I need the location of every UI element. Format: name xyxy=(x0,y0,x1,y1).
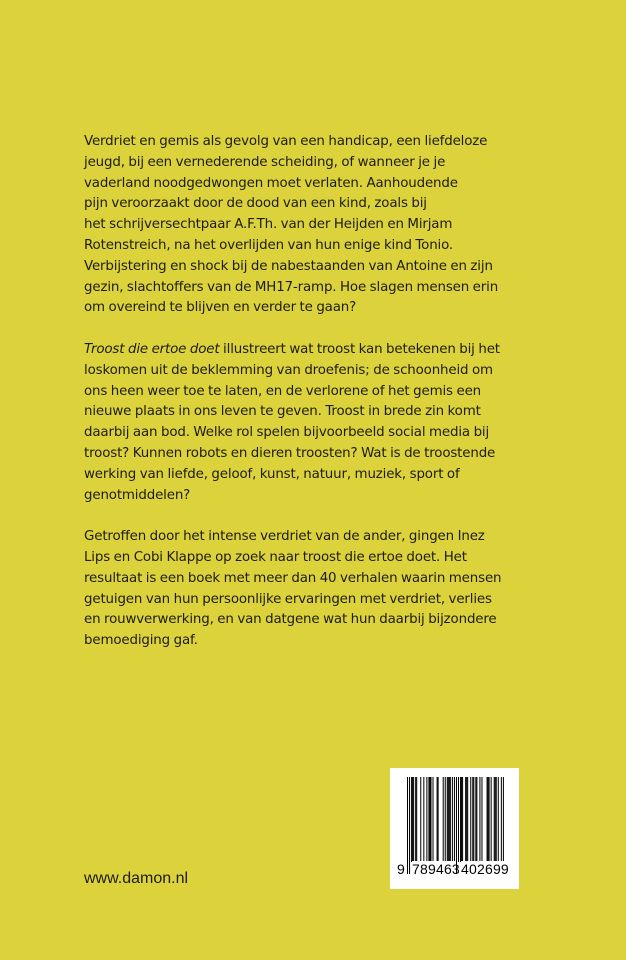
text-line xyxy=(84,340,554,361)
barcode-digit-first: 9 xyxy=(397,861,405,877)
text-line: daarbij aan bod. Welke rol spelen bijvoorbeeld social media bij xyxy=(84,425,490,441)
barcode-digits xyxy=(390,861,519,877)
barcode-digits-left: 789463 xyxy=(412,861,460,877)
text-line: gezin, slachtoffers van de MH17-ramp. Hoe slagen mensen erin xyxy=(84,279,499,295)
back-cover-blurb xyxy=(84,132,554,673)
book-title: Troost die ertoe doet xyxy=(84,341,220,357)
text-line: vaderland noodgedwongen moet verlaten. Aanhoudende xyxy=(84,175,458,191)
blurb-paragraph-3 xyxy=(84,527,554,652)
text-line: genotmiddelen? xyxy=(84,487,191,503)
blurb-paragraph-1 xyxy=(84,132,554,319)
text-fragment: illustreert wat troost kan betekenen bij het xyxy=(219,341,500,357)
text-line: om overeind te blijven en verder te gaan? xyxy=(84,300,357,316)
text-line: Lips en Cobi Klappe op zoek naar troost die ertoe doet. Het xyxy=(84,549,467,565)
text-line: werking van liefde, geloof, kunst, natuur, muziek, sport of xyxy=(84,466,460,482)
text-line: getuigen van hun persoonlijke ervaringen met verdriet, verlies xyxy=(84,591,492,607)
text-line: het schrijversechtpaar A.F.Th. van der Heijden en Mirjam xyxy=(84,217,453,233)
text-line: pijn veroorzaakt door de dood van een kind, zoals bij xyxy=(84,196,427,212)
text-line: ons heen weer toe te laten, en de verlorene of het gemis een xyxy=(84,383,481,399)
text-line: loskomen uit de beklemming van droefenis; de schoonheid om xyxy=(84,362,493,378)
text-line: bemoediging gaf. xyxy=(84,633,198,649)
text-line: Rotenstreich, na het overlijden van hun enige kind Tonio. xyxy=(84,237,454,253)
text-line: Verdriet en gemis als gevolg van een handicap, een liefdeloze xyxy=(84,134,488,149)
text-line: Getroffen door het intense verdriet van de ander, gingen Inez xyxy=(84,529,485,545)
isbn-barcode xyxy=(390,768,519,889)
publisher-website-link[interactable]: www.damon.nl xyxy=(84,870,189,887)
text-line: jeugd, bij een vernederende scheiding, of wanneer je je xyxy=(84,154,446,170)
barcode-digits-right: 402699 xyxy=(461,861,509,877)
text-line: resultaat is een boek met meer dan 40 verhalen waarin mensen xyxy=(84,570,502,586)
text-line: en rouwverwerking, en van datgene wat hun daarbij bijzondere xyxy=(84,612,497,628)
text-line: nieuwe plaats in ons leven te geven. Troost in brede zin komt xyxy=(84,404,481,420)
blurb-paragraph-2 xyxy=(84,340,554,506)
text-line: Verbijstering en shock bij de nabestaanden van Antoine en zijn xyxy=(84,258,493,274)
text-line: troost? Kunnen robots en dieren troosten? Wat is de troostende xyxy=(84,445,496,461)
